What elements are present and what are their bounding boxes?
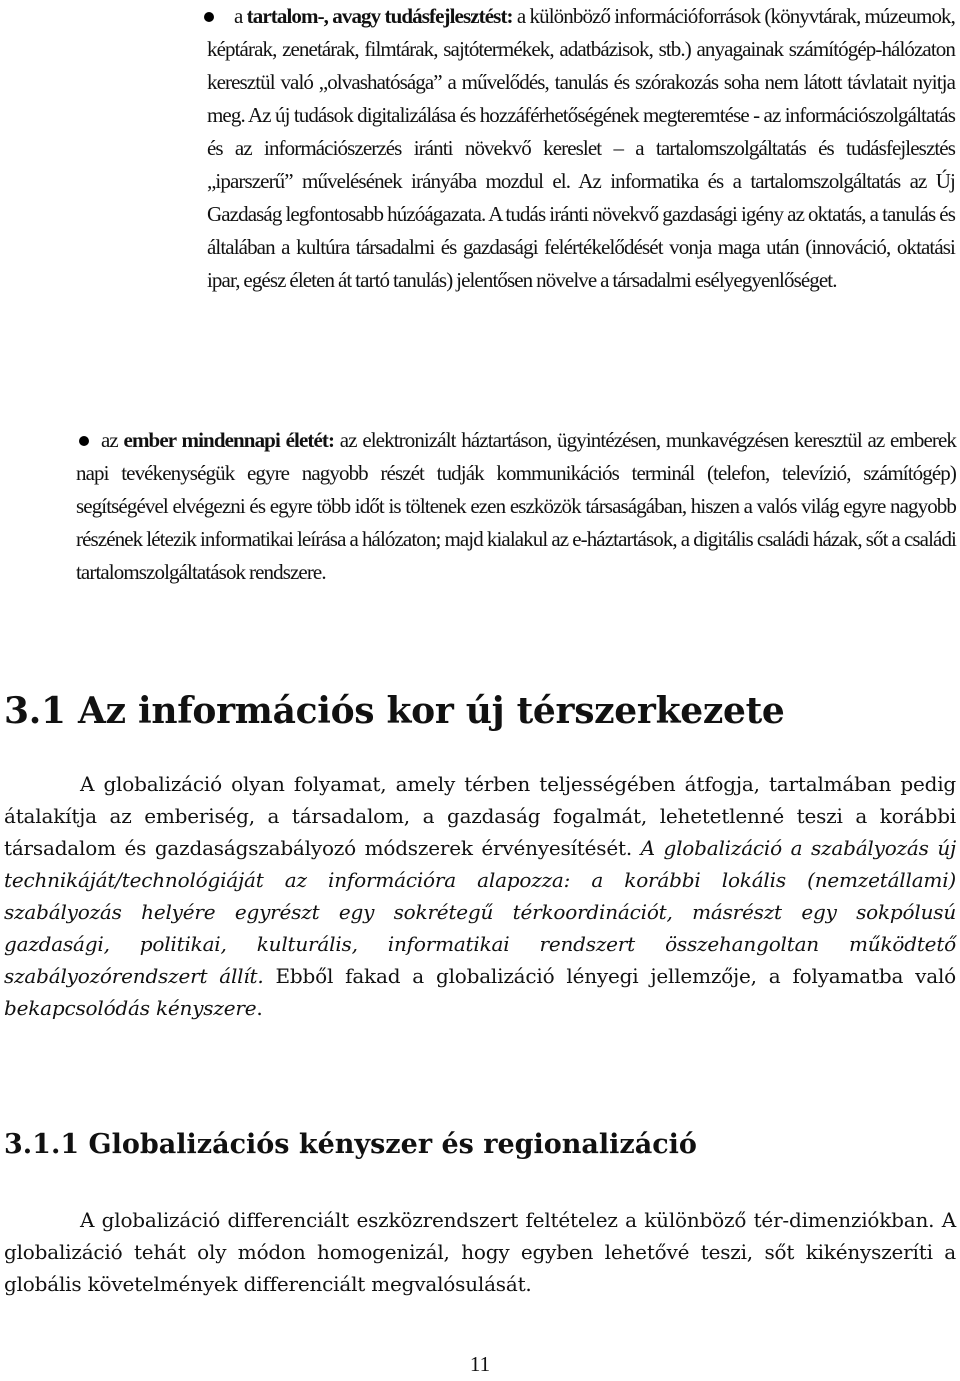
bullet-lead: az xyxy=(101,428,124,452)
body-paragraph-globalization xyxy=(4,768,956,1024)
bullet-icon xyxy=(204,12,214,22)
bullet-item-everyday-life xyxy=(76,424,956,589)
paragraph-text: . xyxy=(256,996,263,1020)
paragraph-italic: bekapcsolódás kényszere xyxy=(4,996,257,1020)
bullet-item-content-development xyxy=(207,0,955,297)
paragraph-italic: A globalizáció a szabályozás új technikáját/technológiáját az információra alapozza: a korábbi lokális (nemzetállami) szabályozás helyére egyrészt egy sokrétegű térkoordinációt, másrészt egy sokpólusú gazdasági, politikai, kulturális, informatikai rendszert összehangoltan működtető szabályozórendszert állít. xyxy=(4,836,956,988)
bullet-lead: a xyxy=(234,4,247,28)
paragraph-text: A globalizáció olyan folyamat, amely térben teljességében átfogja, tartalmában pedig átalakítja az emberiség, a társadalom, a gazdaság fogalmát, lehetetlenné teszi a korábbi társadalom és gazdaságszabályozó módszerek érvényesítését. xyxy=(4,772,956,860)
paragraph-text: Ebből fakad a globalizáció lényegi jellemzője, a folyamatba való xyxy=(263,964,956,988)
bullet-bold-term: tartalom-, avagy tudásfejlesztést: xyxy=(246,4,513,28)
page-number: 11 xyxy=(469,1352,491,1376)
section-heading: 3.1 Az információs kor új térszerkezete xyxy=(4,690,785,732)
bullet-icon xyxy=(79,436,89,446)
paragraph-text: A globalizáció differenciált eszközrendszert feltételez a különböző tér-dimenziókban. A globalizáció tehát oly módon homogenizál, hogy egyben lehetővé teszi, sőt kikényszeríti a globális követelmények differenciált megvalósulását. xyxy=(4,1208,956,1296)
bullet-text: a különböző információforrások (könyvtárak, múzeumok, képtárak, zenetárak, filmtárak, sajtótermékek, adatbázisok, stb.) anyagainak számítógép-hálózaton keresztül való „olvashatósága” a művelődés, tanulás és szórakozás soha nem látott távlatait nyitja meg. Az új tudások digitalizálása és hozzáférhetőségének megteremtése - az információszolgáltatás és az információszerzés iránti növekvő kereslet – a tartalomszolgáltatás és tudásfejlesztés „iparszerű” művelésének irányába mozdul el. Az informatika és a tartalomszolgáltatás az Új Gazdaság legfontosabb húzóágazata. A tudás iránti növekvő gazdasági igény az oktatás, a tanulás és általában a kultúra társadalmi és gazdasági felértékelődését vonja maga után (innováció, oktatási ipar, egész életen át tartó tanulás) jelentősen növelve a társadalmi esélyegyenlőséget. xyxy=(207,4,955,292)
bullet-text: az elektronizált háztartáson, ügyintézésen, munkavégzésen keresztül az emberek napi tevékenységük egyre nagyobb részét tudják kommunikációs terminál (telefon, televízió, számítógép) segítségével elvégezni és egyre több időt is töltenek ezen eszközök társaságában, hiszen a valós világ egyre nagyobb részének létezik informatikai leírása a hálózaton; majd kialakul az e-háztartások, a digitális családi házak, sőt a családi tartalomszolgáltatások rendszere. xyxy=(76,428,956,584)
bullet-bold-term: ember mindennapi életét: xyxy=(123,428,335,452)
body-paragraph-regionalization xyxy=(4,1204,956,1300)
subsection-heading: 3.1.1 Globalizációs kényszer és regionalizáció xyxy=(4,1129,697,1160)
